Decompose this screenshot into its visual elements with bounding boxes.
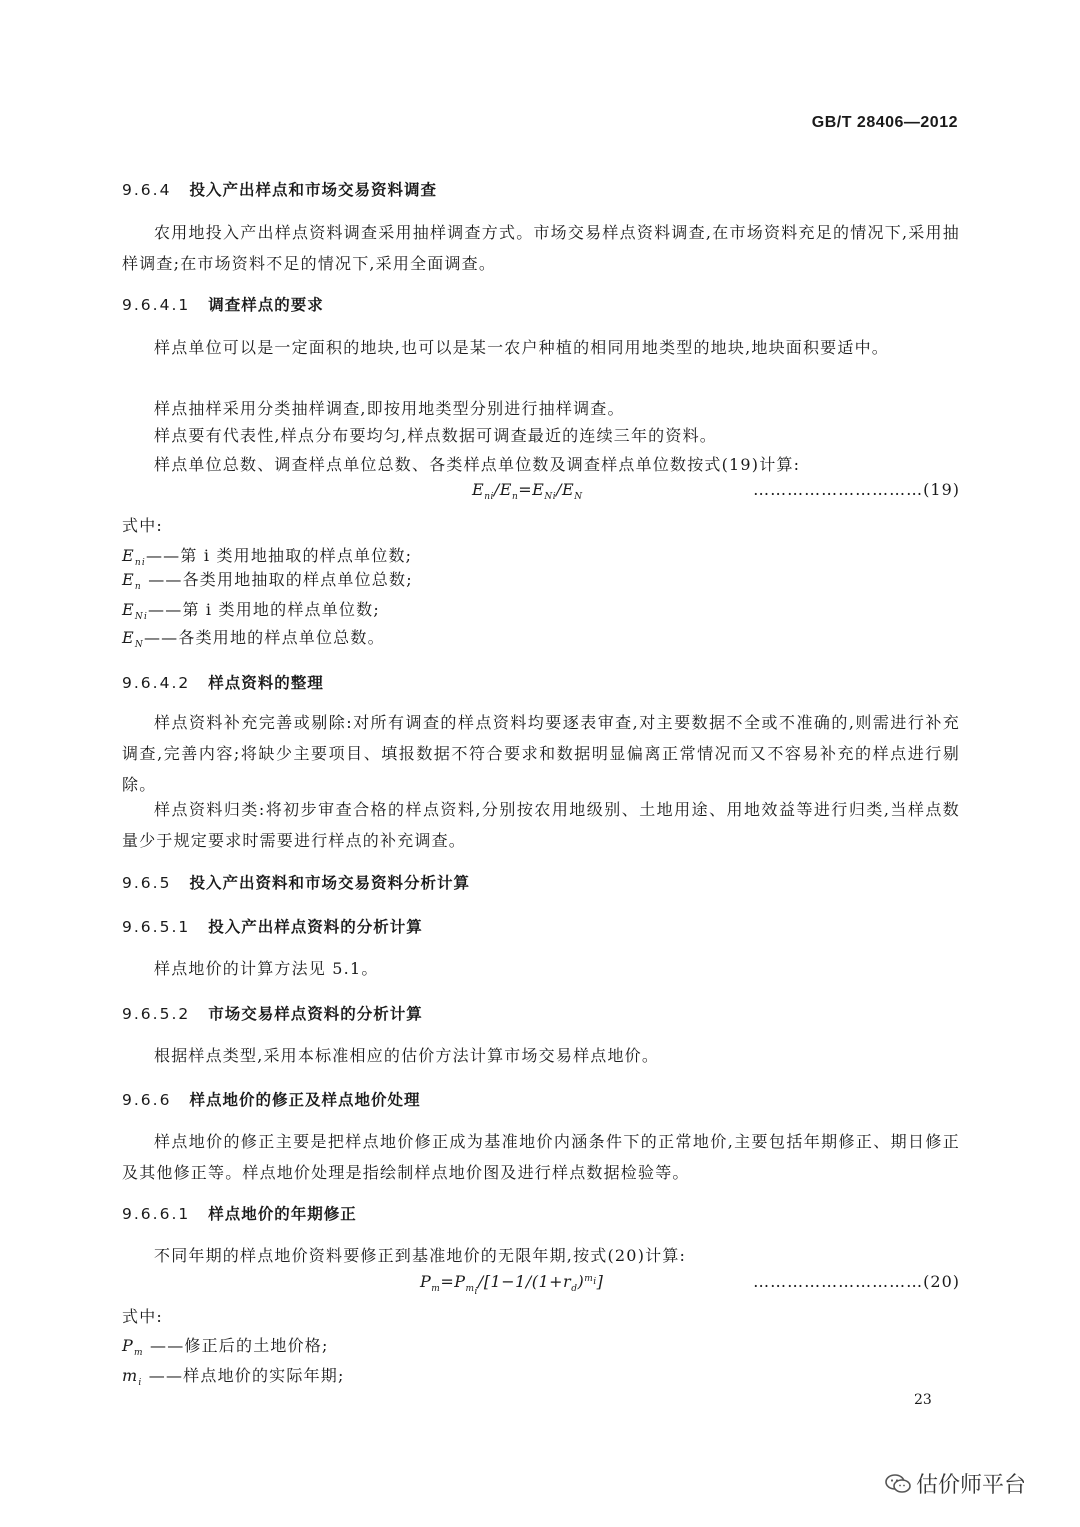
definition-item: $E_N——$各类用地的样点单位总数。 [122,628,385,651]
heading-9-6-5-2 [122,1002,960,1024]
formula-19 [122,480,960,508]
section-number: 9.6.4.1 [122,296,191,314]
section-number: 9.6.4.2 [122,674,191,692]
definition-item: $E_n$ ——各类用地抽取的样点单位总数; [122,570,413,593]
definition-item: $E_{Ni}——$第 i 类用地的样点单位数; [122,600,380,623]
standard-code: GB/T 28406—2012 [811,114,958,131]
section-title: 样点地价的修正及样点地价处理 [189,1091,421,1109]
where-label: 式中: [122,1307,163,1326]
heading-9-6-4-2 [122,671,960,693]
section-title: 投入产出资料和市场交易资料分析计算 [189,874,470,892]
section-number: 9.6.5.2 [122,1005,191,1023]
heading-9-6-5-1 [122,915,960,937]
section-title: 投入产出样点资料的分析计算 [208,918,423,936]
watermark-text: 估价师平台 [916,1473,1027,1498]
paragraph: 样点地价的修正主要是把样点地价修正成为基准地价内涵条件下的正常地价,主要包括年期修正、期日修正及其他修正等。样点地价处理是指绘制样点地价图及进行样点数据检验等。 [122,1132,960,1182]
formula-number: …………………………(20) [753,1272,960,1291]
section-number: 9.6.4 [122,181,172,199]
formula-20 [122,1272,960,1300]
paragraph: 样点资料补充完善或剔除:对所有调查的样点资料均要逐表审查,对主要数据不全或不准确的,则需进行补充调查,完善内容;将缺少主要项目、填报数据不符合要求和数据明显偏离正常情况而又不容易补充的样点进行剔除。 [122,713,960,794]
paragraph: 不同年期的样点地价资料要修正到基准地价的无限年期,按式(20)计算: [154,1246,687,1265]
paragraph: 样点单位可以是一定面积的地块,也可以是某一农户种植的相同用地类型的地块,地块面积要适中。 [154,338,889,357]
paragraph: 样点单位总数、调查样点单位总数、各类样点单位数及调查样点单位数按式(19)计算: [154,455,801,474]
section-number: 9.6.6.1 [122,1205,191,1223]
formula-number: …………………………(19) [753,480,960,499]
section-title: 市场交易样点资料的分析计算 [208,1005,423,1023]
section-title: 调查样点的要求 [208,296,324,314]
where-label: 式中: [122,516,163,535]
section-title: 样点资料的整理 [208,674,324,692]
paragraph: 样点抽样采用分类抽样调查,即按用地类型分别进行抽样调查。 [154,399,625,418]
formula-expression: $E_{ni}/E_n=E_{Ni}/E_N$ [472,480,583,503]
heading-9-6-6-1 [122,1202,960,1224]
section-number: 9.6.5 [122,874,172,892]
paragraph: 农用地投入产出样点资料调查采用抽样调查方式。市场交易样点资料调查,在市场资料充足的情况下,采用抽样调查;在市场资料不足的情况下,采用全面调查。 [122,223,960,273]
definition-item: $E_{ni}——$第 i 类用地抽取的样点单位数; [122,546,413,569]
heading-9-6-4-1 [122,293,960,315]
wechat-icon [884,1473,912,1495]
heading-9-6-5 [122,871,960,893]
paragraph: 根据样点类型,采用本标准相应的估价方法计算市场交易样点地价。 [154,1046,660,1065]
paragraph: 样点资料归类:将初步审查合格的样点资料,分别按农用地级别、土地用途、用地效益等进行归类,当样点数量少于规定要求时需要进行样点的补充调查。 [122,800,960,850]
formula-expression: $P_m=P_{m_i}/[1-1/(1+r_d)^{m_i}]$ [420,1272,604,1297]
section-title: 样点地价的年期修正 [208,1205,357,1223]
paragraph: 样点地价的计算方法见 5.1。 [154,959,379,978]
section-number: 9.6.6 [122,1091,172,1109]
paragraph: 样点要有代表性,样点分布要均匀,样点数据可调查最近的连续三年的资料。 [154,426,717,445]
watermark [884,1468,1026,1499]
section-title: 投入产出样点和市场交易资料调查 [189,181,437,199]
definition-item: $m_i$ ——样点地价的实际年期; [122,1366,345,1389]
definition-item: $P_m$ ——修正后的土地价格; [122,1336,329,1359]
page-number: 23 [914,1392,932,1408]
section-number: 9.6.5.1 [122,918,191,936]
heading-9-6-4 [122,178,960,200]
heading-9-6-6 [122,1088,960,1110]
